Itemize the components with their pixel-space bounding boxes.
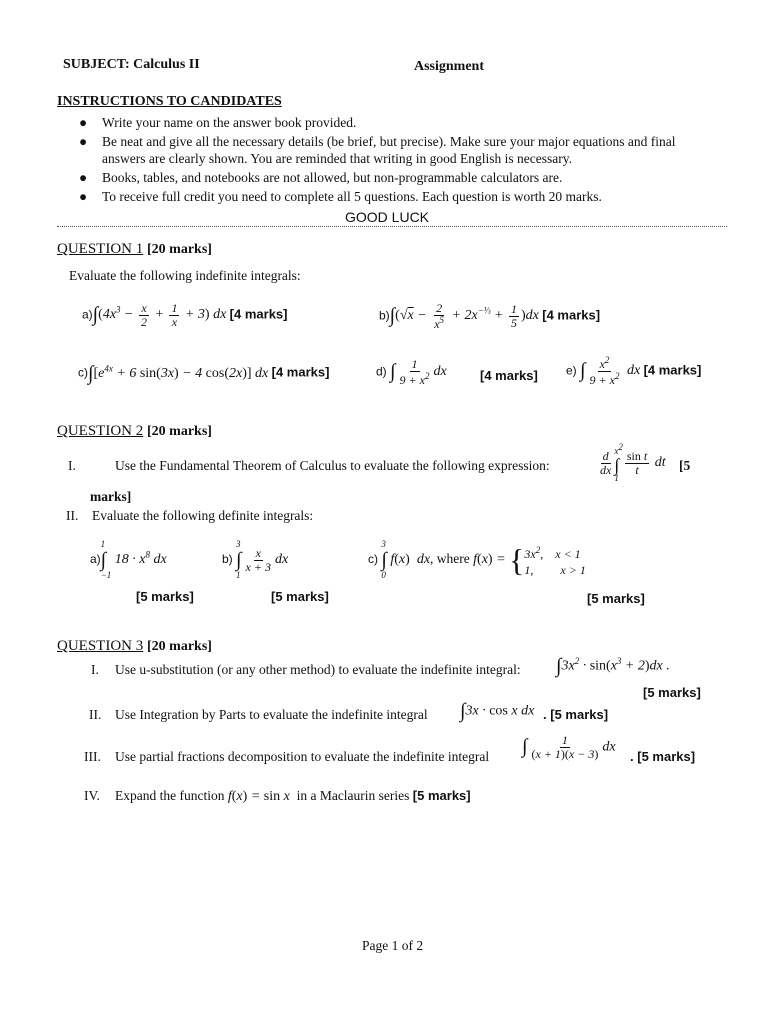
instruction-item: ● Write your name on the answer book provided. — [79, 115, 357, 130]
instruction-item: ● Be neat and give all the necessary details (be brief, but precise). Make sure your major equations and final — [79, 134, 676, 149]
q1e-integral: ∫ $\frac{x^2}{9 + x^2}$ dx — [580, 355, 641, 387]
q3-item-ii-marks: . [5 marks] — [543, 707, 609, 722]
q2-part-b: b) 3 ∫ 1 $\frac{x}{x + 3}$ dx — [222, 539, 289, 580]
q3-item-iv: Expand the function f(x) = sin x in a Maclaurin series [5 marks] — [115, 788, 471, 804]
good-luck-text: GOOD LUCK — [345, 209, 430, 225]
q2b-integral: 3 ∫ 1 $\frac{x}{x + 3}$ dx — [236, 539, 289, 580]
q1-part-b: b)∫(√x − $\frac{2}{x^5}$ + $2x^{-\frac{1}{3}}$ + $\frac{1}{5}$ )dx [4 marks] — [379, 301, 601, 331]
assignment-title: Assignment — [414, 59, 485, 74]
q1d-integral: ∫ $\frac{1}{9 + x^2}$ dx — [390, 357, 447, 387]
q1-part-a: $a)\int(4x^3$ − $\frac{x}{2}$ + $\frac{1}{x}$ + 3) dx [4 marks] — [82, 301, 288, 329]
bullet-icon: ● — [79, 134, 88, 149]
page-number: Page 1 of 2 — [362, 938, 424, 953]
q2-part-c-marks: [5 marks] — [587, 591, 645, 606]
q2-item-i-marks-b: marks] — [90, 489, 132, 504]
q1-part-d-marks: [4 marks] — [480, 368, 538, 383]
question-1-prompt: Evaluate the following indefinite integrals: — [69, 268, 301, 283]
q2-item-i-number: I. — [68, 458, 76, 473]
q3-iv-function: f(x) = sin x — [227, 789, 290, 804]
q3-item-i-number: I. — [91, 662, 99, 677]
q3-ii-integral: ∫3x · cos x dx — [460, 700, 535, 722]
instruction-item: ● To receive full credit you need to complete all 5 questions. Each question is worth 20 marks. — [79, 189, 602, 204]
bullet-icon: ● — [79, 115, 88, 130]
q2-item-ii-text: Evaluate the following definite integrals: — [92, 508, 314, 523]
q3-iii-integral: ∫ $\frac{1}{(x + 1)(x - 3)}$ dx — [522, 733, 616, 761]
q2c-integral: 3 ∫ 0 f(x) dx — [381, 539, 431, 580]
q1-part-d: d) ∫ $\frac{1}{9 + x^2}$ dx — [376, 357, 447, 387]
bullet-icon: ● — [79, 170, 88, 185]
bullet-icon: ● — [79, 189, 88, 204]
q2-part-a: a) 1 ∫ −1 $18 \cdot x^8$ dx — [90, 539, 167, 580]
q2-item-i-text: Use the Fundamental Theorem of Calculus to evaluate the following expression: — [115, 458, 550, 473]
q3-item-iv-number: IV. — [84, 788, 100, 803]
q3-i-integral: $\int 3x^2 \cdot \sin(x^3 + 2)dx$ . — [556, 655, 670, 677]
q2c-piecewise: f(x) = { $3x^2$, x < 1 1, x > 1 — [473, 542, 586, 578]
q2-item-ii-number: II. — [66, 508, 79, 523]
q2-item-i-marks-a: [5 — [679, 458, 691, 473]
q1c-integral: $\int[e^{4x} + 6$ sin(3x) − 4 cos(2x)] dx — [88, 362, 269, 384]
q3-item-iii-marks: . [5 marks] — [630, 749, 696, 764]
instruction-item: ● Books, tables, and notebooks are not allowed, but non-programmable calculators are. — [79, 170, 563, 185]
question-3-heading: QUESTION 3 [20 marks] — [57, 638, 212, 654]
instructions-list — [79, 114, 742, 205]
q1b-integral: ∫(√x − $\frac{2}{x^5}$ + $2x^{-\frac{1}{3}}$ + $\frac{1}{5}$ )dx — [389, 301, 539, 331]
dotted-divider — [57, 226, 727, 227]
subject-line: SUBJECT: Calculus II — [63, 57, 200, 72]
q1-part-c: $c)\int[e^{4x} + 6$ sin(3x) − 4 cos(2x)] dx [4 marks] — [78, 362, 330, 384]
question-1-heading: QUESTION 1 [20 marks] — [57, 241, 212, 257]
q2a-integral: 1 ∫ −1 $18 \cdot x^8$ dx — [100, 539, 167, 580]
q2-ftc-expression: $\frac{d}{dx}$ $x^2$ ∫ 1 $\frac{\text{sin t}}{t}$ dt — [600, 442, 666, 483]
q1-part-e: e) ∫ $\frac{x^2}{9 + x^2}$ dx [4 marks] — [566, 355, 702, 387]
q2-part-b-marks: [5 marks] — [271, 589, 329, 604]
q3-item-i-text: Use u-substitution (or any other method) to evaluate the indefinite integral: — [115, 662, 521, 677]
q3-item-i-marks: [5 marks] — [643, 685, 701, 700]
q2-part-c: c) 3 ∫ 0 f(x) dx, where f(x) = { $3x^2$, x < 1 1, x > 1 — [368, 539, 586, 580]
q3-item-ii-text: Use Integration by Parts to evaluate the indefinite integral — [115, 707, 428, 722]
question-2-heading: QUESTION 2 [20 marks] — [57, 423, 212, 439]
instructions-heading: INSTRUCTIONS TO CANDIDATES — [57, 94, 282, 109]
q2-part-a-marks: [5 marks] — [136, 589, 194, 604]
q3-item-iii-number: III. — [84, 749, 101, 764]
q3-item-iii-text: Use partial fractions decomposition to evaluate the indefinite integral — [115, 749, 490, 764]
q3-item-ii-number: II. — [89, 707, 102, 722]
instruction-item-continued: answers are clearly shown. You are reminded that writing in good English is necessary. — [102, 151, 573, 166]
q1a-integral: $\int(4x^3$ − $\frac{x}{2}$ + $\frac{1}{x}$ + 3) dx — [92, 301, 227, 329]
